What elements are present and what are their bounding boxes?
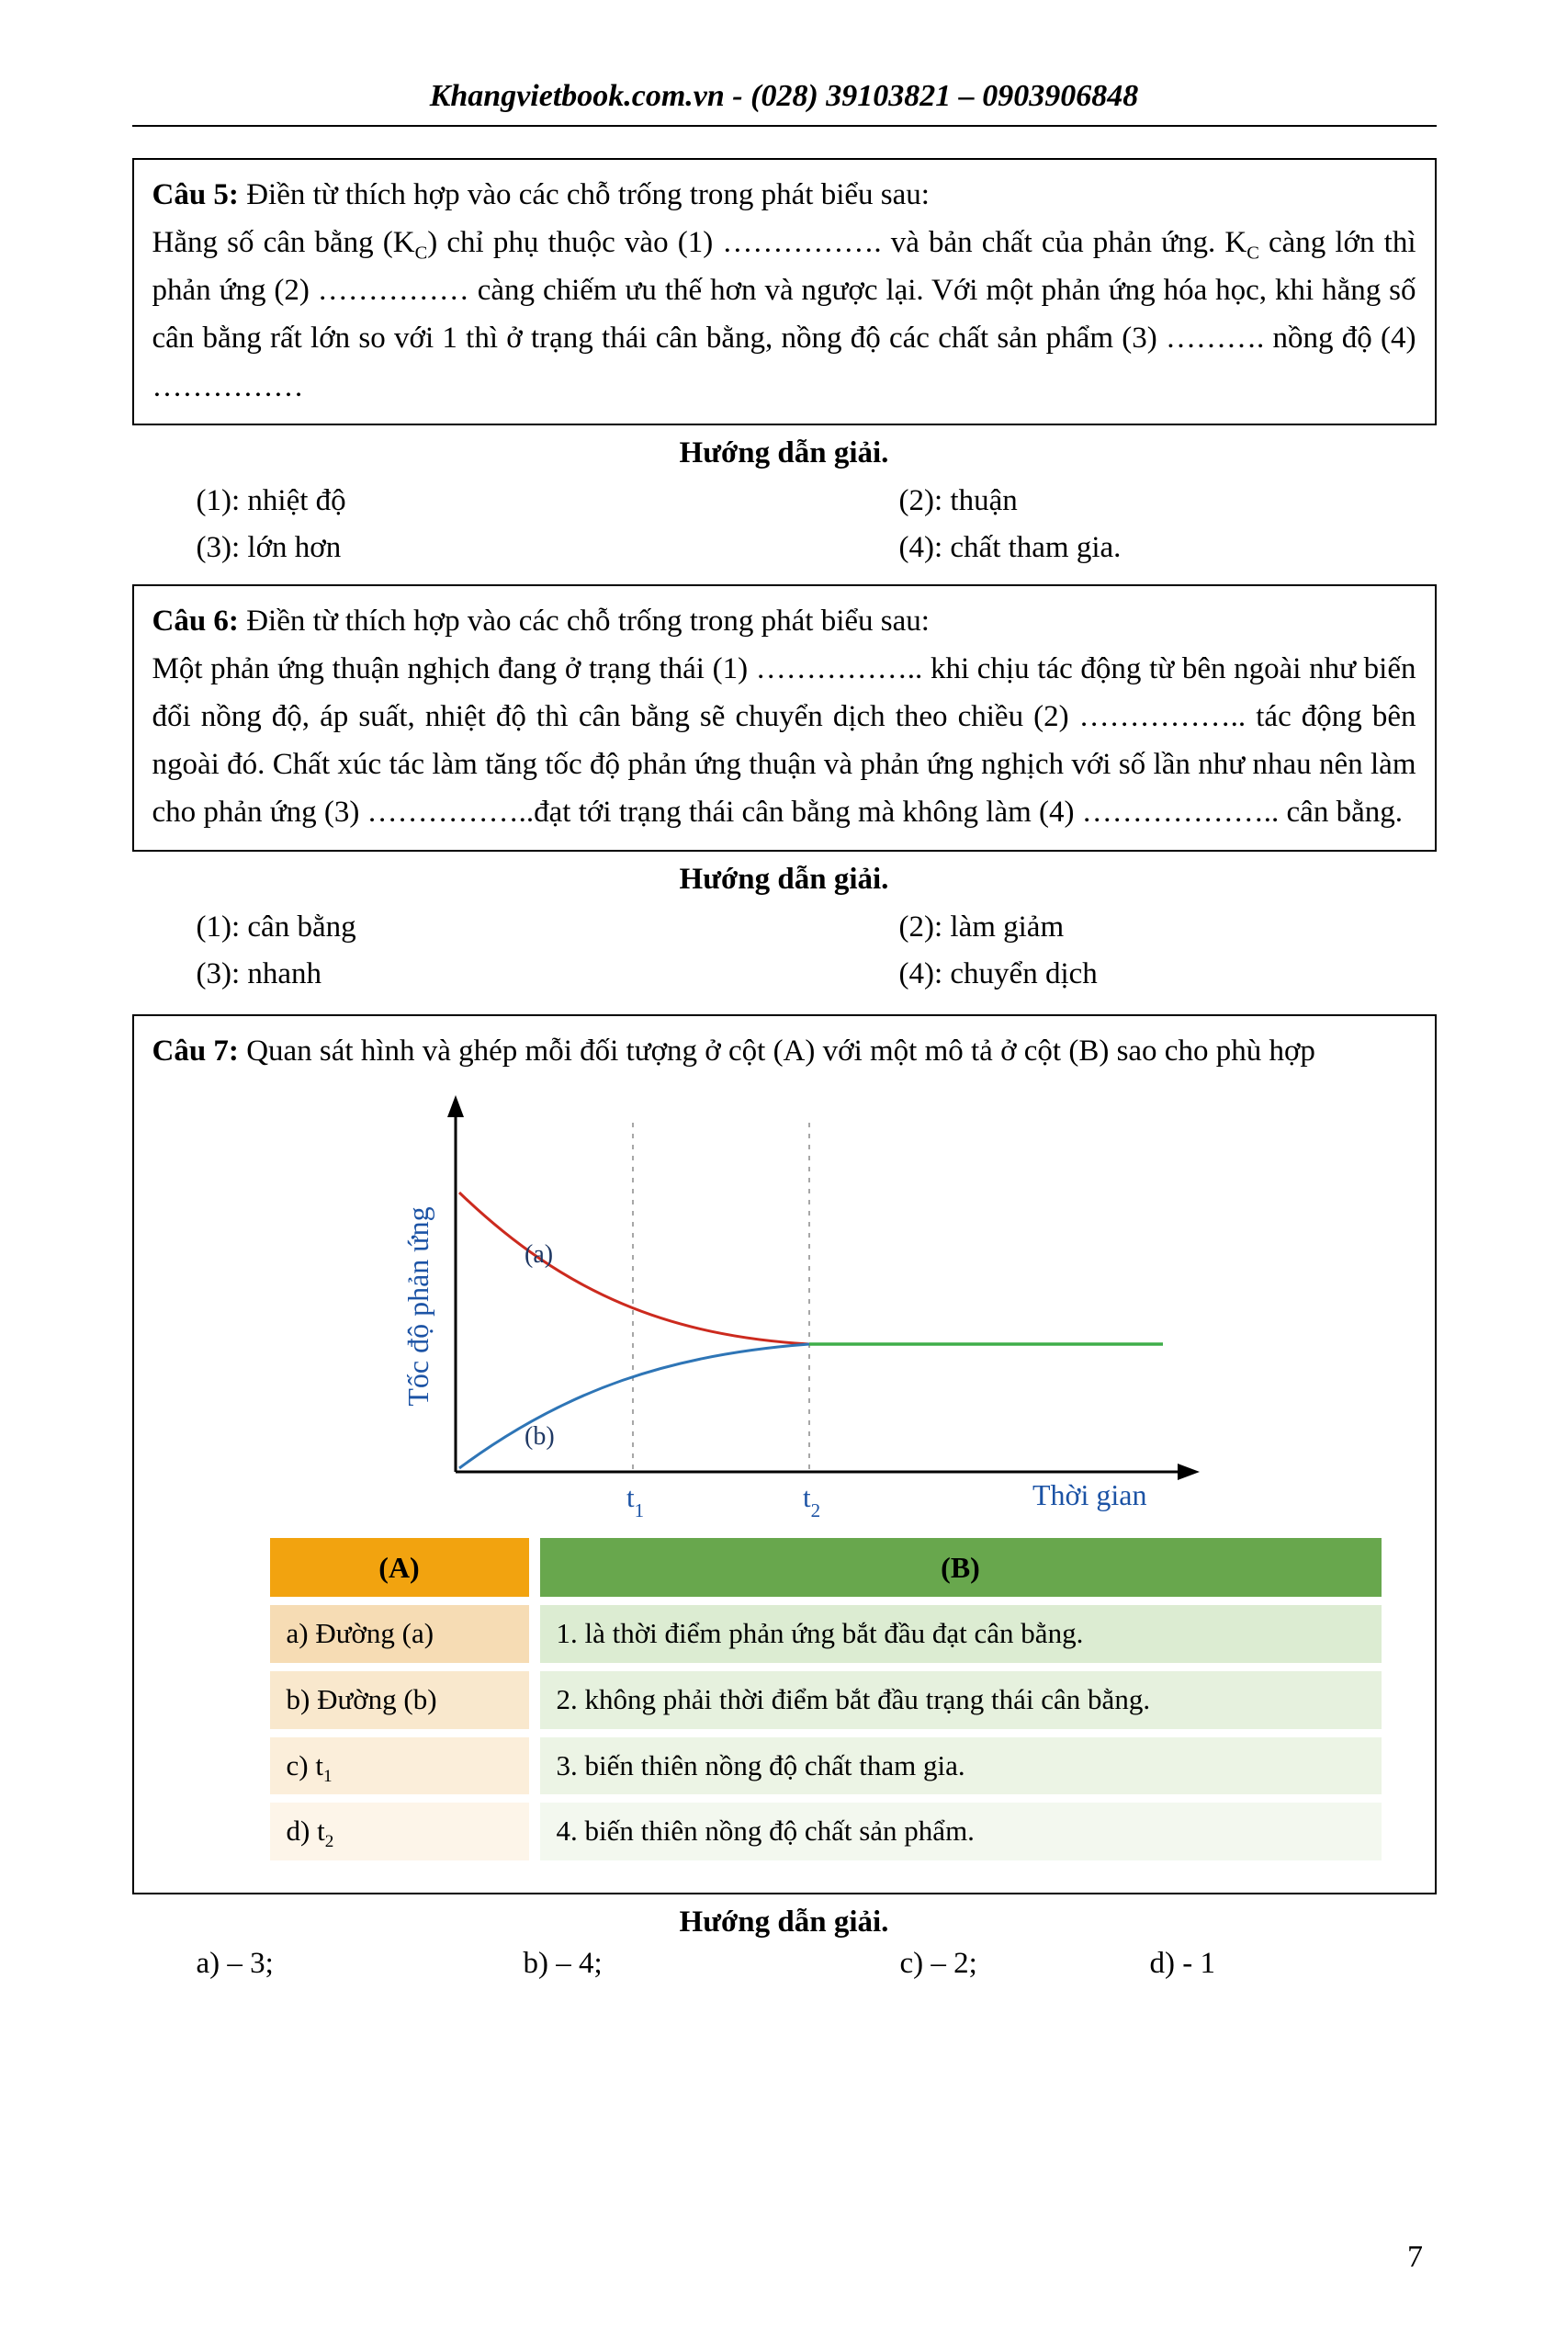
row-1-item-text: a) Đường (a) bbox=[286, 1617, 434, 1650]
header-title: Khangvietbook.com.vn - (028) 39103821 – 0903906848 bbox=[429, 79, 1139, 113]
q7-answers-row bbox=[132, 1947, 1437, 1981]
table-row bbox=[270, 1671, 1382, 1729]
q6-answer-2: (2): làm giảm bbox=[898, 910, 1065, 944]
question-7-box bbox=[132, 1014, 1437, 1894]
t1-sub: 1 bbox=[634, 1498, 644, 1518]
row-3-item-sub: 1 bbox=[322, 1766, 333, 1786]
q5-answer-1: (1): nhiệt độ bbox=[196, 483, 346, 517]
q5-body-part: càng lớn thì phản ứng (2) …………… càng chiếm ưu thế hơn và ngược lại. Với một phản ứng hóa học, khi hằng số cân bằng rất lớn so với 1 thì ở trạng thái cân bằng, nồng độ các chất sản phẩm (3) ………. nồng độ (4) …………… bbox=[152, 226, 1416, 403]
q5-answers-row-1 bbox=[132, 478, 1437, 525]
q7-label: Câu 7: bbox=[152, 1034, 239, 1068]
x-axis-label: Thời gian bbox=[1032, 1477, 1146, 1511]
q7-answer-a: a) – 3; bbox=[196, 1947, 274, 1981]
t1-base: t bbox=[626, 1480, 635, 1513]
q6-answers-row-1 bbox=[132, 904, 1437, 951]
match-table-header bbox=[270, 1538, 1382, 1597]
y-axis-label: Tốc độ phản ứng bbox=[400, 1206, 434, 1407]
q6-answer-1: (1): cân bằng bbox=[196, 910, 356, 944]
row-1-description: 1. là thời điểm phản ứng bắt đầu đạt cân bằng. bbox=[540, 1605, 1382, 1663]
q7-intro-line bbox=[152, 1027, 1416, 1075]
t2-tick-label bbox=[803, 1481, 820, 1518]
q6-body: Một phản ứng thuận nghịch đang ở trạng thái (1) …………….. khi chịu tác động từ bên ngoài như biến đổi nồng độ, áp suất, nhiệt độ thì cân bằng sẽ chuyển dịch theo chiều (2) …………….. tác động bên ngoài đó. Chất xúc tác làm tăng tốc độ phản ứng thuận và phản ứng nghịch với số lần như nhau nên làm cho phản ứng (3) ……………..đạt tới trạng thái cân bằng mà không làm (4) ……………….. cân bằng. bbox=[152, 652, 1416, 830]
q6-solution-heading: Hướng dẫn giải. bbox=[679, 862, 889, 896]
row-4-item-sub: 2 bbox=[324, 1832, 334, 1852]
chart-svg bbox=[152, 1086, 1416, 1518]
q5-intro: Điền từ thích hợp vào các chỗ trống trong phát biểu sau: bbox=[246, 178, 930, 211]
q6-answers-row-2 bbox=[132, 951, 1437, 998]
row-3-description: 3. biến thiên nồng độ chất tham gia. bbox=[540, 1737, 1382, 1795]
content bbox=[132, 0, 1437, 1981]
row-4-description: 4. biến thiên nồng độ chất sản phẩm. bbox=[540, 1803, 1382, 1860]
curve-b-label: (b) bbox=[524, 1421, 555, 1451]
q7-intro: Quan sát hình và ghép mỗi đối tượng ở cột (A) với một mô tả ở cột (B) sao cho phù hợp bbox=[246, 1034, 1315, 1068]
question-6-box bbox=[132, 584, 1437, 852]
t1-tick-label bbox=[626, 1481, 644, 1518]
q5-answer-2: (2): thuận bbox=[898, 483, 1018, 517]
q7-answer-d: d) - 1 bbox=[1149, 1947, 1215, 1981]
curve-a-label: (a) bbox=[524, 1239, 553, 1269]
curve-a-red bbox=[459, 1193, 809, 1344]
q5-answers-row-2 bbox=[132, 525, 1437, 571]
row-3-item-text: c) t bbox=[286, 1748, 323, 1781]
q5-kc-subscript: C bbox=[414, 243, 428, 264]
q5-answer-3: (3): lớn hơn bbox=[196, 530, 342, 564]
t2-sub: 2 bbox=[810, 1498, 820, 1518]
q6-answer-3: (3): nhanh bbox=[196, 956, 322, 990]
q5-intro-line bbox=[152, 171, 1416, 219]
q5-body-part: ) chỉ phụ thuộc vào (1) ……………. và bản chất của phản ứng. K bbox=[427, 226, 1247, 260]
match-table bbox=[270, 1538, 1382, 1860]
table-row bbox=[270, 1737, 1382, 1795]
q5-body-part: Hằng số cân bằng (K bbox=[152, 226, 415, 260]
y-axis-arrow bbox=[447, 1095, 464, 1117]
q5-label: Câu 5: bbox=[152, 178, 239, 211]
row-4-item-text: d) t bbox=[286, 1815, 325, 1848]
q5-kc-subscript: C bbox=[1247, 243, 1259, 264]
row-4-item bbox=[270, 1803, 529, 1860]
page-header bbox=[132, 79, 1437, 114]
q7-solution-heading: Hướng dẫn giải. bbox=[679, 1905, 889, 1939]
header-rule bbox=[132, 125, 1437, 127]
column-b-header: (B) bbox=[540, 1538, 1382, 1597]
q6-label: Câu 6: bbox=[152, 604, 239, 638]
row-1-item bbox=[270, 1605, 529, 1663]
t2-base: t bbox=[802, 1480, 811, 1513]
reaction-rate-chart bbox=[152, 1086, 1416, 1532]
row-3-item bbox=[270, 1737, 529, 1795]
question-5-box bbox=[132, 158, 1437, 425]
column-a-header: (A) bbox=[270, 1538, 529, 1597]
page-number: 7 bbox=[1407, 2240, 1423, 2274]
row-2-item-text: b) Đường (b) bbox=[286, 1682, 437, 1715]
curve-b-blue bbox=[459, 1344, 809, 1468]
x-axis-arrow bbox=[1178, 1464, 1200, 1480]
q6-intro: Điền từ thích hợp vào các chỗ trống trong phát biểu sau: bbox=[246, 604, 930, 638]
q5-answer-4: (4): chất tham gia. bbox=[898, 530, 1122, 564]
row-2-item bbox=[270, 1671, 529, 1729]
q5-body bbox=[152, 219, 1416, 411]
q6-answer-4: (4): chuyển dịch bbox=[898, 956, 1098, 990]
q5-solution-heading: Hướng dẫn giải. bbox=[679, 435, 889, 469]
q7-answer-b: b) – 4; bbox=[523, 1947, 603, 1981]
table-row bbox=[270, 1803, 1382, 1860]
table-row bbox=[270, 1605, 1382, 1663]
q7-answer-c: c) – 2; bbox=[899, 1947, 977, 1981]
row-2-description: 2. không phải thời điểm bắt đầu trạng thái cân bằng. bbox=[540, 1671, 1382, 1729]
q6-intro-line bbox=[152, 597, 1416, 645]
